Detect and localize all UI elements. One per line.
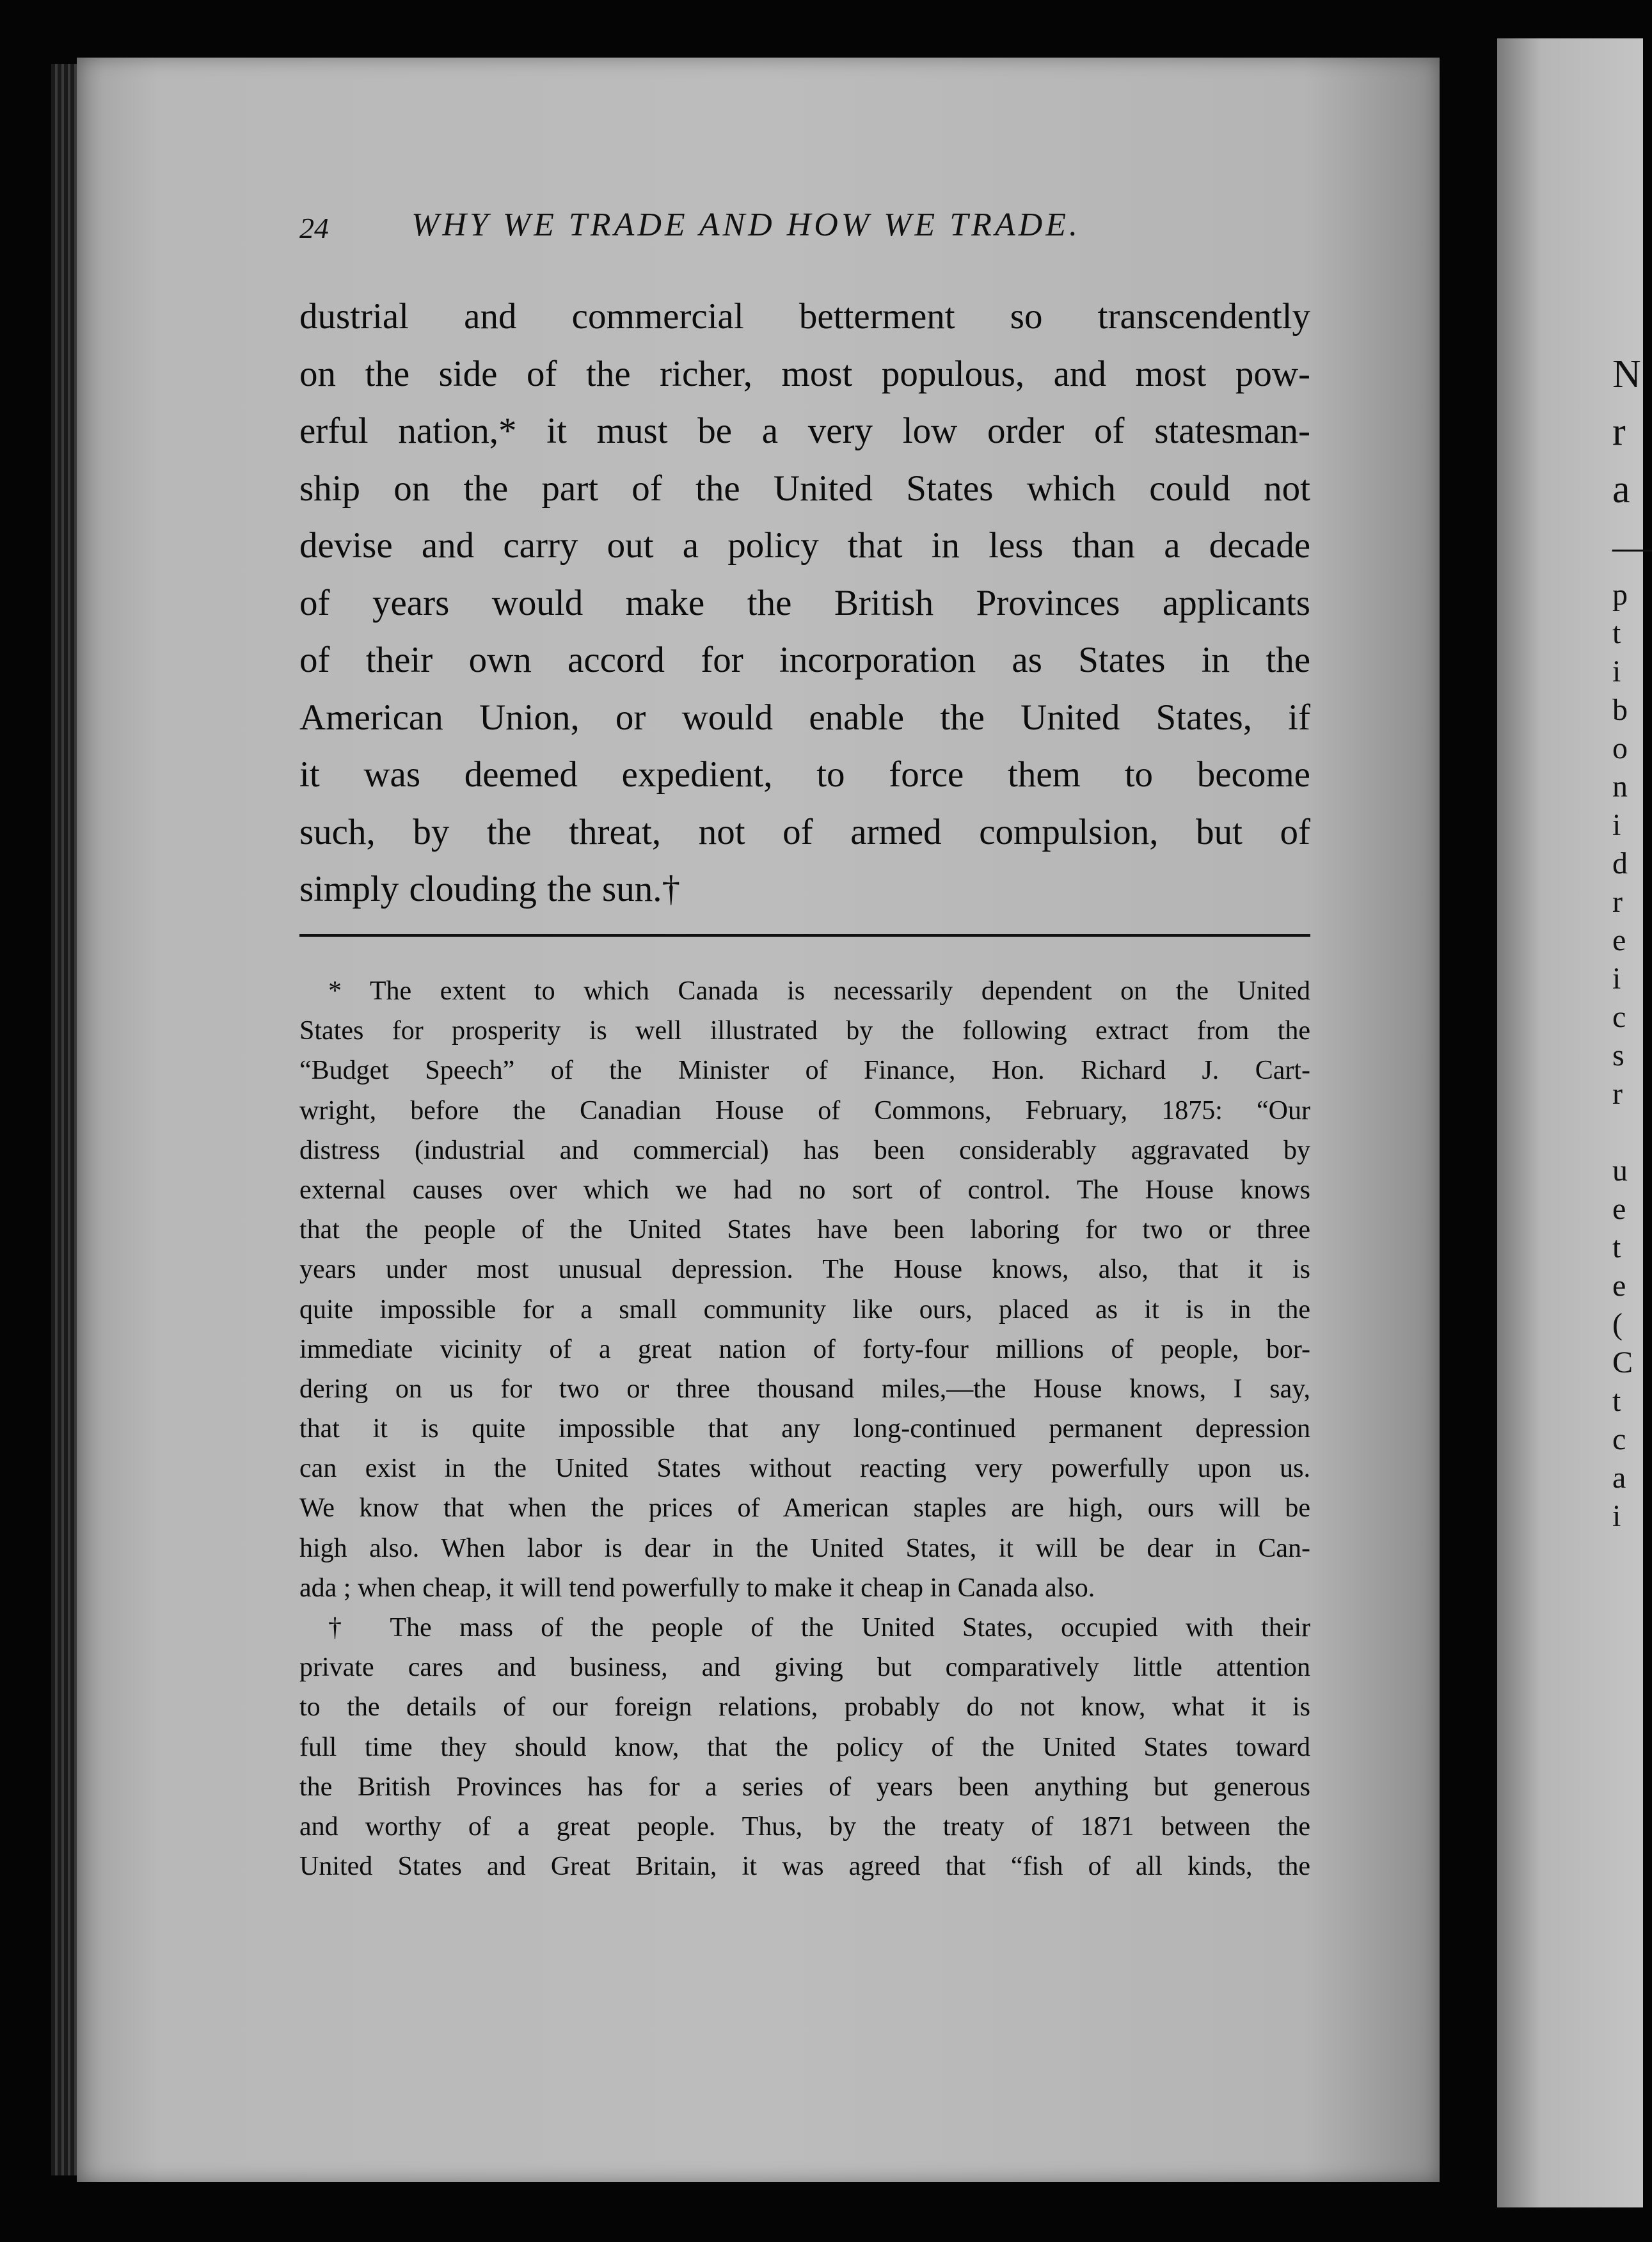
right-fragment: b [1612,693,1628,727]
body-line: on the side of the richer, most populous, and most pow- [299,353,1310,394]
footnote-2-line: and worthy of a great people. Thus, by the treaty of 1871 between the [299,1811,1310,1841]
right-fragment: u [1612,1154,1628,1188]
footnote-1-line: * The extent to which Canada is necessarily dependent on the United [328,976,1310,1006]
right-fragment: n [1612,770,1628,804]
main-text-block [299,288,1310,918]
footnote-2-line: United States and Great Britain, it was agreed that “fish of all kinds, the [299,1852,1310,1882]
right-fragment: e [1612,1192,1626,1226]
right-fragment: — [1612,525,1652,569]
footnote-1-line: We know that when the prices of American staples are high, ours will be [299,1493,1310,1523]
body-line: dustrial and commercial betterment so transcendently [299,296,1310,337]
right-fragment: i [1612,962,1621,996]
footnote-1-line: dering on us for two or three thousand miles,—the House knows, I say, [299,1374,1310,1404]
body-line: American Union, or would enable the United States, if [299,697,1310,738]
footnote-1-line: wright, before the Canadian House of Commons, February, 1875: “Our [299,1095,1310,1125]
footnote-2-line: to the details of our foreign relations, probably do not know, what it is [299,1692,1310,1722]
footnotes-block [299,971,1310,1886]
body-line: of years would make the British Provinces applicants [299,582,1310,623]
right-fragment: i [1612,808,1621,842]
footnote-2-line: full time they should know, that the policy of the United States toward [299,1732,1310,1762]
right-fragment: r [1612,410,1626,454]
body-line: it was deemed expedient, to force them to become [299,754,1310,795]
body-line: ship on the part of the United States which could not [299,468,1310,509]
right-fragment: c [1612,1422,1626,1456]
right-fragment: p [1612,578,1628,612]
right-fragment: ( [1612,1307,1623,1341]
right-fragment: e [1612,1269,1626,1303]
footnote-2-line: private cares and business, and giving but comparatively little attention [299,1653,1310,1683]
footnote-divider [299,934,1310,937]
right-fragment: a [1612,468,1630,511]
footnote-2-line: the British Provinces has for a series of years been anything but generous [299,1772,1310,1802]
right-fragment [1612,1113,1643,1152]
body-line: simply clouding the sun.† [299,869,680,909]
book-spine-edge [51,64,77,2175]
right-fragment: t [1612,1384,1621,1418]
body-line: erful nation,* it must be a very low order of statesman- [299,411,1310,451]
footnote-2-line: † The mass of the people of the United States, occupied with their [328,1613,1310,1642]
footnote-1-line: distress (industrial and commercial) has been considerably aggravated by [299,1135,1310,1165]
footnote-1-line: external causes over which we had no sort of control. The House knows [299,1175,1310,1205]
right-fragment: i [1612,655,1621,688]
footnote-1-line: immediate vicinity of a great nation of forty-four millions of people, bor- [299,1334,1310,1364]
right-fragment: r [1612,1077,1623,1111]
right-fragment: r [1612,885,1623,919]
footnote-1-line: States for prosperity is well illustrated by the following extract from the [299,1016,1310,1046]
footnote-1-line: “Budget Speech” of the Minister of Finance, Hon. Richard J. Cart- [299,1056,1310,1086]
right-fragment: a [1612,1461,1626,1495]
body-line: of their own accord for incorporation as States in the [299,640,1310,680]
footnote-1-line: quite impossible for a small community like ours, placed as it is in the [299,1294,1310,1324]
right-fragment: s [1612,1038,1624,1072]
footnote-1-line: years under most unusual depression. The House knows, also, that it is [299,1255,1310,1285]
body-line: such, by the threat, not of armed compulsion, but of [299,811,1310,852]
right-fragment: o [1612,731,1628,765]
running-header [299,206,1310,257]
body-line: devise and carry out a policy that in less than a decade [299,525,1310,566]
right-fragment: e [1612,923,1626,957]
right-fragment: c [1612,1000,1626,1034]
page-number: 24 [299,212,329,244]
right-fragment: t [1612,616,1621,650]
footnote-1-line: that it is quite impossible that any long-continued permanent depression [299,1414,1310,1444]
running-title: WHY WE TRADE AND HOW WE TRADE. [411,207,1081,243]
footnote-1-line: that the people of the United States have been laboring for two or three [299,1215,1310,1245]
right-fragment: C [1612,1346,1633,1379]
footnote-1-line: high also. When labor is dear in the United States, it will be dear in Can- [299,1533,1310,1563]
right-fragment: i [1612,1499,1621,1533]
right-fragment: d [1612,847,1628,880]
right-fragment: N [1612,353,1641,396]
right-fragment: t [1612,1230,1621,1264]
footnote-1-line: can exist in the United States without reacting very powerfully upon us. [299,1454,1310,1484]
right-page-fragments [1612,346,1652,1536]
footnote-1-line: ada ; when cheap, it will tend powerfully to make it cheap in Canada also. [299,1573,1095,1603]
